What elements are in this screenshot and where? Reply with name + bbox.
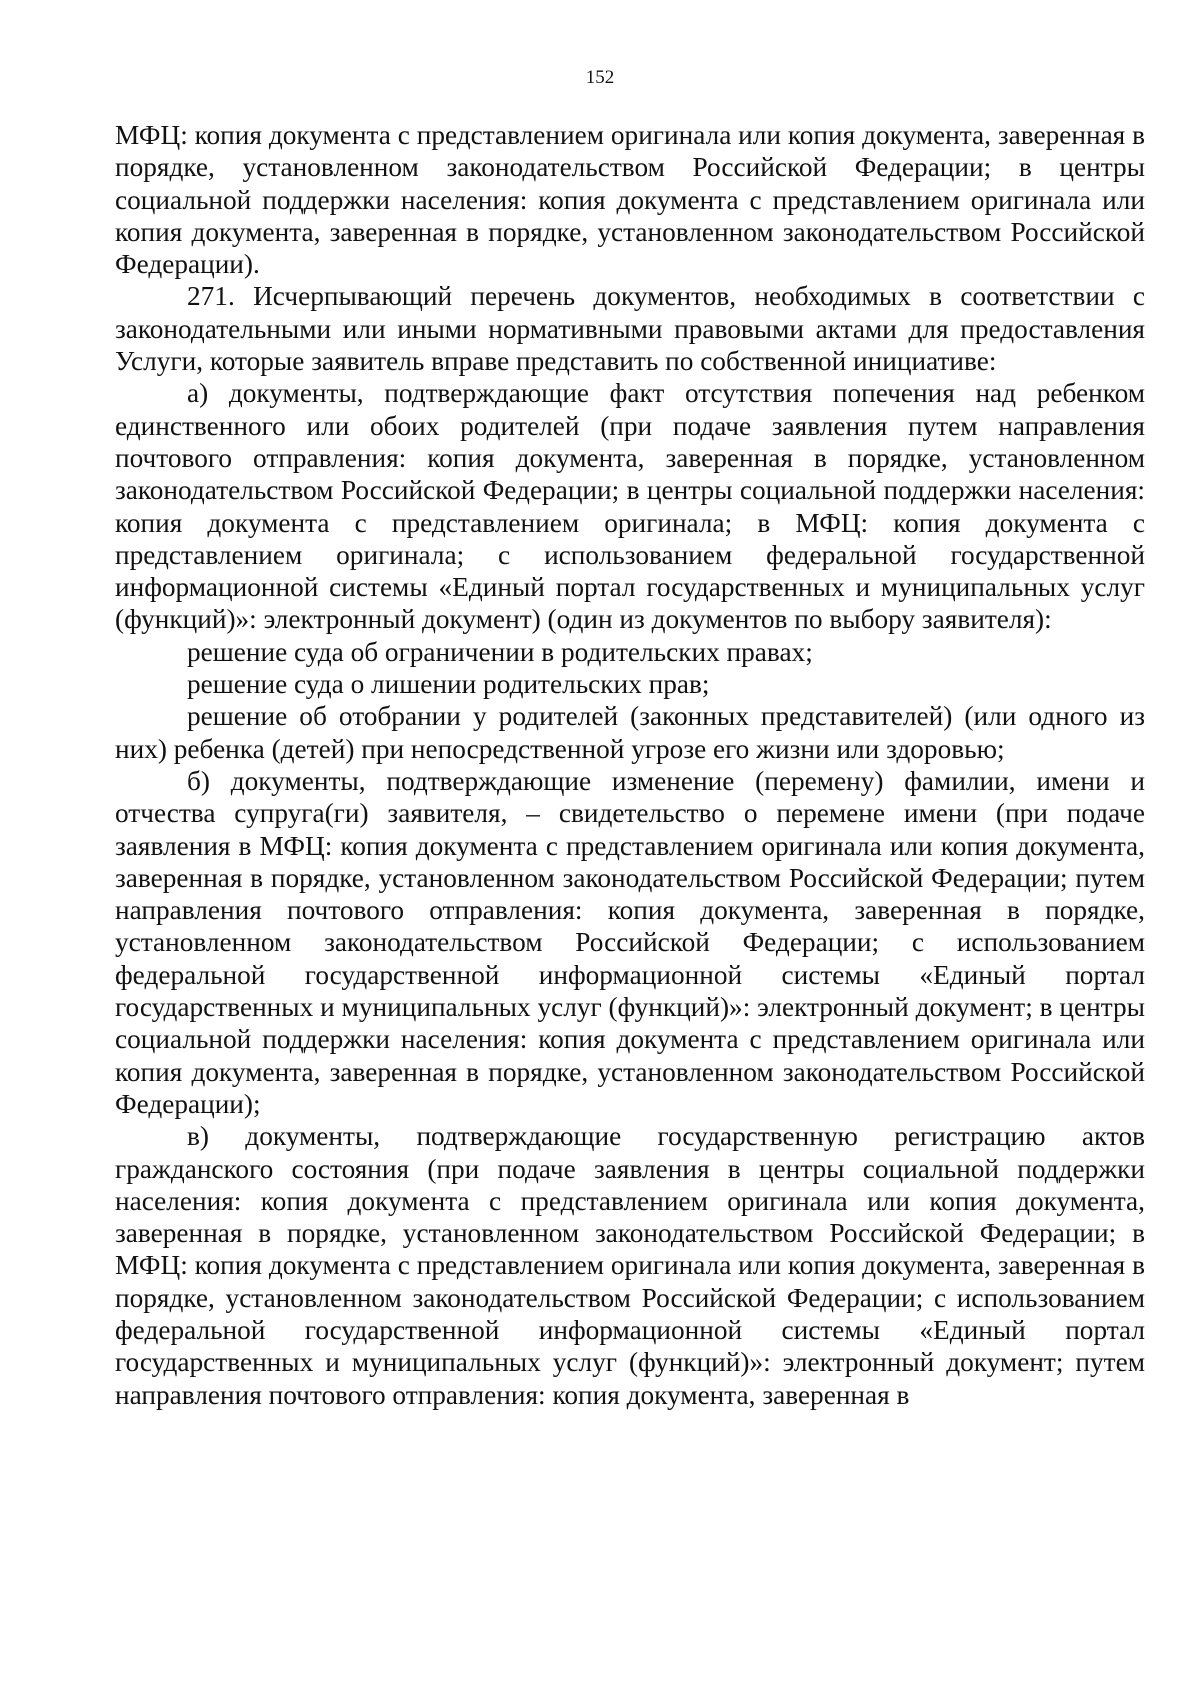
- page-number: 152: [585, 67, 615, 88]
- paragraph-271: 271. Исчерпывающий перечень документов, необходимых в соответствии с законодательными или иными нормативными правовыми актами для предоставления Услуги, которые заявитель вправе представить по собственной инициативе:: [115, 281, 1145, 377]
- document-body: [115, 119, 1145, 1411]
- paragraph-court-deprivation: решение суда о лишении родительских прав;: [187, 669, 710, 700]
- paragraph-item-a: а) документы, подтверждающие факт отсутствия попечения над ребенком единственного или обоих родителей (при подаче заявления путем направления почтового отправления: копия документа, заверенная в порядке, установленном законодательством Российской Федерации; в центры социальной поддержки населения: копия документа с представлением оригинала; в МФЦ: копия документа с представлением оригинала; с использованием федеральной государственной информационной системы «Единый портал государственных и муниципальных услуг (функций)»: электронный документ) (один из документов по выбору заявителя):: [115, 378, 1145, 635]
- paragraph-item-b: б) документы, подтверждающие изменение (перемену) фамилии, имени и отчества супруга(ги) заявителя, – свидетельство о перемене имени (при подаче заявления в МФЦ: копия документа с представлением оригинала или копия документа, заверенная в порядке, установленном законодательством Российской Федерации; путем направления почтового отправления: копия документа, заверенная в порядке, установленном законодательством Российской Федерации; с использованием федеральной государственной информационной системы «Единый портал государственных и муниципальных услуг (функций)»: электронный документ; в центры социальной поддержки населения: копия документа с представлением оригинала или копия документа, заверенная в порядке, установленном законодательством Российской Федерации);: [115, 765, 1145, 1119]
- paragraph-item-v: в) документы, подтверждающие государственную регистрацию актов гражданского состояния (при подаче заявления в центры социальной поддержки населения: копия документа с представлением оригинала или копия документа, заверенная в порядке, установленном законодательством Российской Федерации; в МФЦ: копия документа с представлением оригинала или копия документа, заверенная в порядке, установленном законодательством Российской Федерации; с использованием федеральной государственной информационной системы «Единый портал государственных и муниципальных услуг (функций)»: электронный документ; путем направления почтового отправления: копия документа, заверенная в: [115, 1121, 1145, 1410]
- paragraph-removal-decision: решение об отобрании у родителей (законных представителей) (или одного из них) ребенка (детей) при непосредственной угрозе его жизни или здоровью;: [115, 701, 1145, 764]
- paragraph-continuation: МФЦ: копия документа с представлением оригинала или копия документа, заверенная в порядке, установленном законодательством Российской Федерации; в центры социальной поддержки населения: копия документа с представлением оригинала или копия документа, заверенная в порядке, установленном законодательством Российской Федерации).: [115, 120, 1145, 280]
- paragraph-court-restriction: решение суда об ограничении в родительских правах;: [187, 636, 813, 667]
